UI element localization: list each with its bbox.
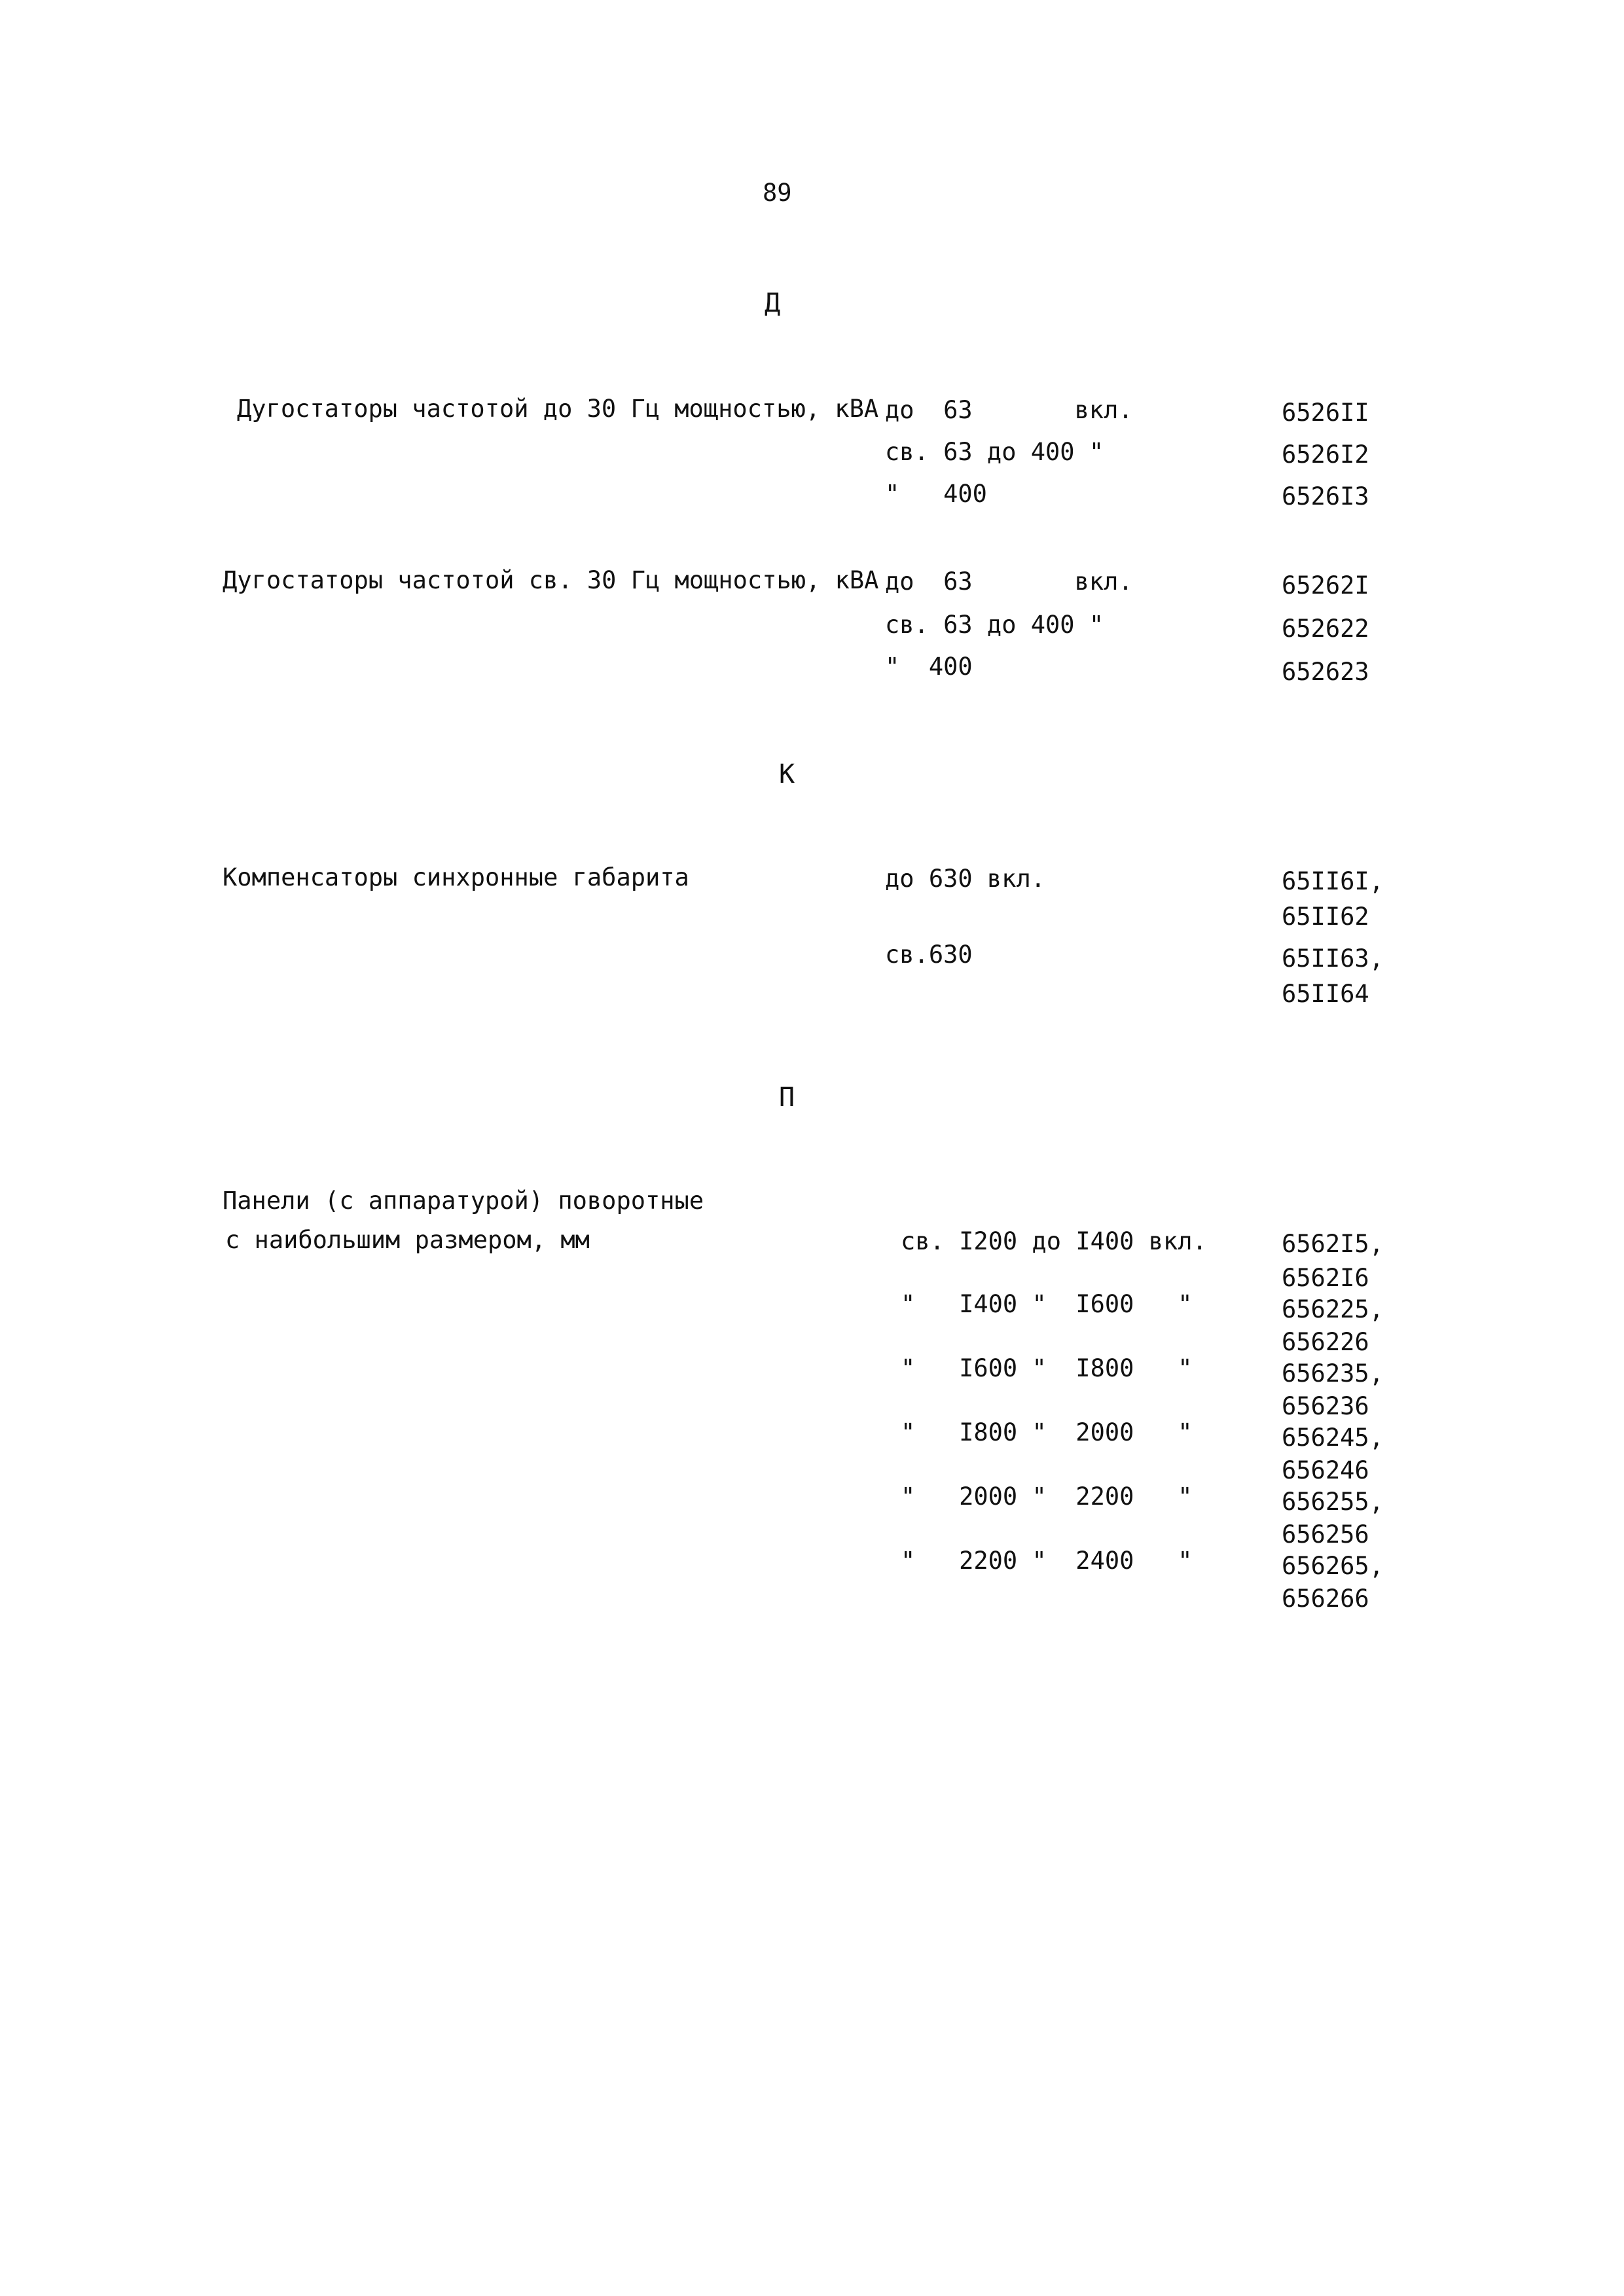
- code-cell: 65II64: [1282, 980, 1369, 1008]
- group-title: Дугостаторы частотой до 30 Гц мощностью, кВА: [237, 395, 879, 423]
- code-cell: 656246: [1282, 1456, 1369, 1484]
- range-cell: до 630 вкл.: [885, 865, 1046, 893]
- code-cell: 656235,: [1282, 1359, 1384, 1388]
- code-cell: 65262I: [1282, 571, 1369, 600]
- code-cell: 6562I5,: [1282, 1230, 1384, 1258]
- group-title: Панели (с аппаратурой) поворотные: [223, 1187, 704, 1215]
- section-letter: П: [779, 1083, 795, 1113]
- range-cell: " I600 " I800 ": [901, 1354, 1193, 1382]
- code-cell: 656236: [1282, 1392, 1369, 1420]
- range-cell: " 400: [885, 653, 973, 681]
- code-cell: 65II62: [1282, 903, 1369, 931]
- code-cell: 65II6I,: [1282, 867, 1384, 895]
- range-cell: св. I200 до I400 вкл.: [901, 1227, 1207, 1255]
- range-cell: " 2000 " 2200 ": [901, 1482, 1193, 1511]
- section-letter: К: [779, 759, 795, 789]
- group-title: Компенсаторы синхронные габарита: [223, 863, 689, 891]
- code-cell: 6526I3: [1282, 482, 1369, 511]
- code-cell: 656255,: [1282, 1488, 1384, 1516]
- code-cell: 656226: [1282, 1328, 1369, 1356]
- code-cell: 6562I6: [1282, 1264, 1369, 1292]
- range-cell: " 2200 " 2400 ": [901, 1547, 1193, 1575]
- code-cell: 656256: [1282, 1520, 1369, 1549]
- range-cell: " I400 " I600 ": [901, 1290, 1193, 1318]
- range-cell: св. 63 до 400 ": [885, 438, 1104, 466]
- code-cell: 6526II: [1282, 399, 1369, 427]
- range-cell: св. 63 до 400 ": [885, 611, 1104, 639]
- group-title: Дугостаторы частотой св. 30 Гц мощностью, кВА: [223, 566, 879, 594]
- range-cell: " 400: [885, 480, 987, 508]
- code-cell: 652622: [1282, 615, 1369, 643]
- code-cell: 656265,: [1282, 1552, 1384, 1580]
- section-letter: Д: [765, 288, 781, 318]
- code-cell: 65II63,: [1282, 944, 1384, 973]
- code-cell: 652623: [1282, 658, 1369, 686]
- range-cell: до 63 вкл.: [885, 567, 1133, 596]
- code-cell: 656245,: [1282, 1424, 1384, 1452]
- range-cell: до 63 вкл.: [885, 396, 1133, 424]
- code-cell: 656225,: [1282, 1295, 1384, 1323]
- page-number: 89: [763, 179, 792, 207]
- range-cell: " I800 " 2000 ": [901, 1418, 1193, 1446]
- code-cell: 656266: [1282, 1585, 1369, 1613]
- code-cell: 6526I2: [1282, 440, 1369, 469]
- range-cell: св.630: [885, 941, 973, 969]
- group-title: с наибольшим размером, мм: [225, 1226, 590, 1254]
